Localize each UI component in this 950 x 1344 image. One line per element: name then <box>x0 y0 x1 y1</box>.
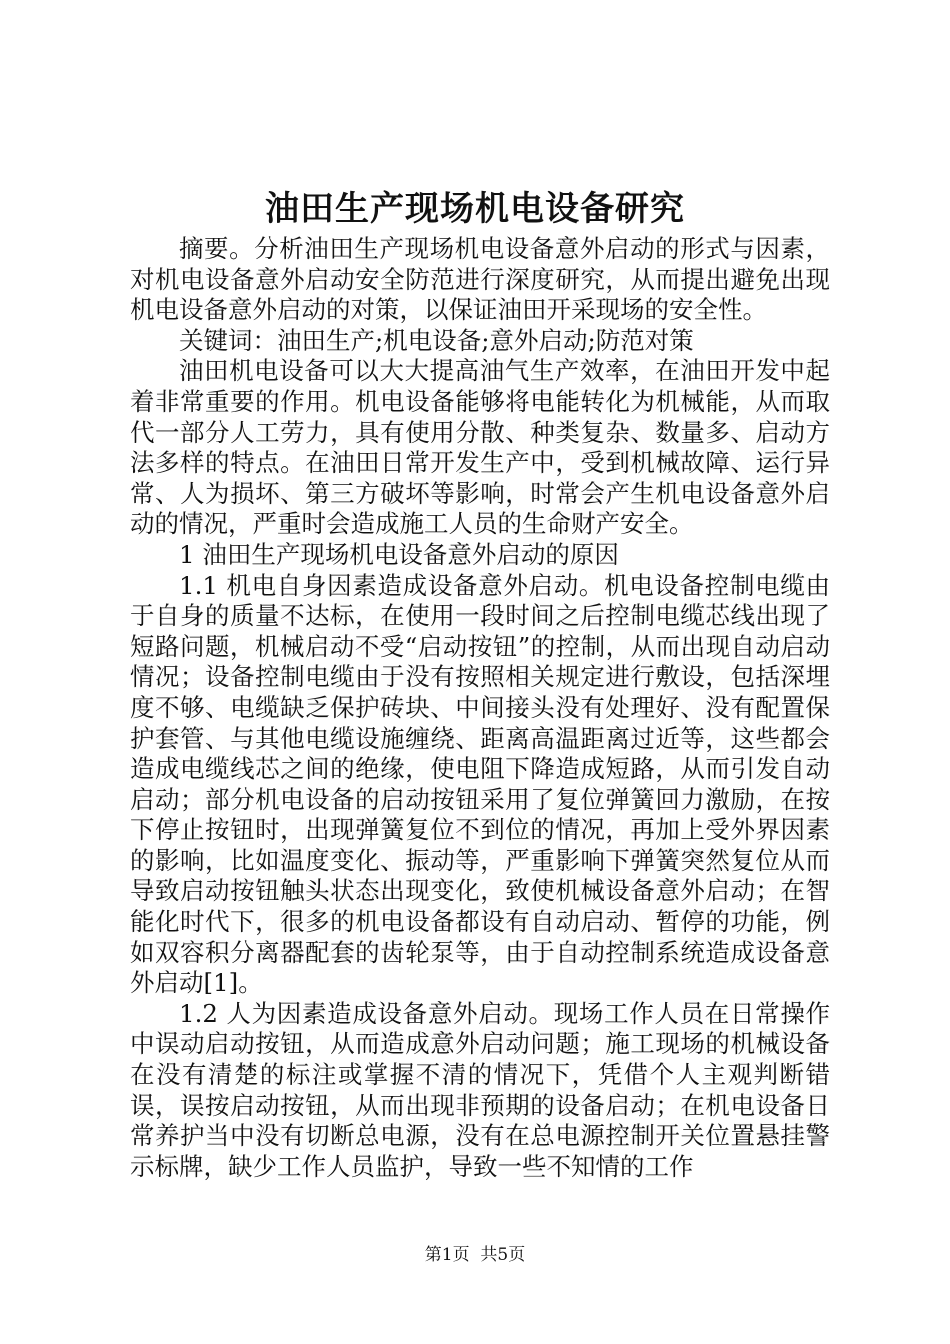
document-body <box>130 234 830 1182</box>
page-footer <box>0 1244 950 1266</box>
page-number: 第1页 <box>424 1245 470 1265</box>
section-1-1-paragraph: 1.1 机电自身因素造成设备意外启动。机电设备控制电缆由于自身的质量不达标，在使用一段时间之后控制电缆芯线出现了短路问题，机械启动不受“启动按钮”的控制，从而出现自动启动情况；设备控制电缆由于没有按照相关规定进行敷设，包括深埋度不够、电缆缺乏保护砖块、中间接头没有处理好、没有配置保护套管、与其他电缆设施缠绕、距离高温距离过近等，这些都会造成电缆线芯之间的绝缘，使电阻下降造成短路，从而引发自动启动；部分机电设备的启动按钮采用了复位弹簧回力激励，在按下停止按钮时，出现弹簧复位不到位的情况，再加上受外界因素的影响，比如温度变化、振动等，严重影响下弹簧突然复位从而导致启动按钮触头状态出现变化，致使机械设备意外启动；在智能化时代下，很多的机电设备都设有自动启动、暂停的功能，例如双容积分离器配套的齿轮泵等，由于自动控制系统造成设备意外启动[1]。 <box>130 570 830 998</box>
keywords-paragraph: 关键词：油田生产;机电设备;意外启动;防范对策 <box>179 325 694 355</box>
abstract-paragraph: 摘要。分析油田生产现场机电设备意外启动的形式与因素，对机电设备意外启动安全防范进行深度研究，从而提出避免出现机电设备意外启动的对策，以保证油田开采现场的安全性。 <box>130 234 830 325</box>
section-1-2-paragraph: 1.2 人为因素造成设备意外启动。现场工作人员在日常操作中误动启动按钮，从而造成意外启动问题；施工现场的机械设备在没有清楚的标注或掌握不清的情况下，凭借个人主观判断错误，误按启动按钮，从而出现非预期的设备启动；在机电设备日常养护当中没有切断总电源，没有在总电源控制开关位置悬挂警示标牌，缺少工作人员监护，导致一些不知情的工作 <box>130 998 830 1181</box>
section-heading-1: 1 油田生产现场机电设备意外启动的原因 <box>179 539 619 569</box>
page-total: 共5页 <box>480 1245 526 1265</box>
intro-paragraph: 油田机电设备可以大大提高油气生产效率，在油田开发中起着非常重要的作用。机电设备能够将电能转化为机械能，从而取代一部分人工劳力，具有使用分散、种类复杂、数量多、启动方法多样的特点。在油田日常开发生产中，受到机械故障、运行异常、人为损坏、第三方破坏等影响，时常会产生机电设备意外启动的情况，严重时会造成施工人员的生命财产安全。 <box>130 356 830 539</box>
document-title: 油田生产现场机电设备研究 <box>265 189 685 229</box>
